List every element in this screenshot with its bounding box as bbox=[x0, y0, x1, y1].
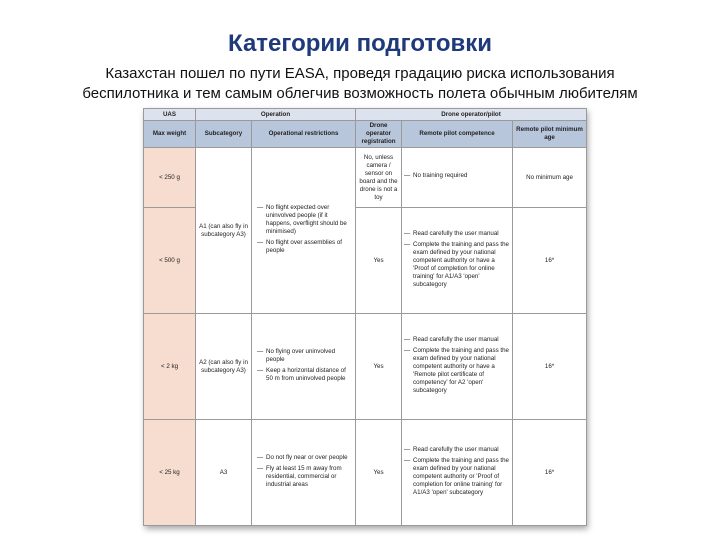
page-title: Категории подготовки bbox=[228, 30, 492, 57]
header-operation: Operation bbox=[196, 109, 356, 121]
header-uas: UAS bbox=[144, 109, 196, 121]
header-drone-operator-pilot: Drone operator/pilot bbox=[356, 109, 587, 121]
subtitle-line-2: беспилотника и тем самым облегчив возможность полета обычным любителям bbox=[82, 85, 638, 102]
registration-cell: Yes bbox=[356, 420, 402, 526]
header-max-weight: Max weight bbox=[144, 121, 196, 148]
age-cell: 16* bbox=[513, 420, 587, 526]
categories-table-container bbox=[143, 108, 586, 526]
competence-cell bbox=[402, 148, 513, 208]
page-subtitle bbox=[0, 64, 720, 104]
age-cell: 16* bbox=[513, 314, 587, 420]
weight-cell: < 250 g bbox=[144, 148, 196, 208]
competence-cell bbox=[402, 314, 513, 420]
age-cell: No minimum age bbox=[513, 148, 587, 208]
restrictions-cell bbox=[252, 420, 356, 526]
restrictions-cell bbox=[252, 148, 356, 314]
competence-item: — Read carefully the user manual bbox=[413, 336, 510, 344]
competence-item: — Complete the training and pass the exam defined by your national competent authority or have a 'Remote pilot certificate of competency' for A2 'open' subcategory bbox=[413, 347, 510, 395]
competence-item: — Complete the training and pass the exam defined by your national competent authority or 'Proof of completion for online training' for A1/A3 'open' subcategory bbox=[413, 457, 510, 497]
categories-table bbox=[143, 108, 587, 526]
subcategory-cell: A1 (can also fly in subcategory A3) bbox=[196, 148, 252, 314]
registration-cell: Yes bbox=[356, 314, 402, 420]
restrictions-cell bbox=[252, 314, 356, 420]
table-row bbox=[144, 148, 587, 208]
column-header-row bbox=[144, 121, 587, 148]
weight-cell: < 2 kg bbox=[144, 314, 196, 420]
restriction-item: — Do not fly near or over people bbox=[266, 454, 353, 462]
weight-cell: < 25 kg bbox=[144, 420, 196, 526]
subcategory-cell: A3 bbox=[196, 420, 252, 526]
restriction-item: — Fly at least 15 m away from residential, commercial or industrial areas bbox=[266, 465, 353, 489]
age-cell: 16* bbox=[513, 208, 587, 314]
registration-cell: No, unless camera / sensor on board and the drone is not a toy bbox=[356, 148, 402, 208]
registration-cell: Yes bbox=[356, 208, 402, 314]
subcategory-cell: A2 (can also fly in subcategory A3) bbox=[196, 314, 252, 420]
competence-item: — Complete the training and pass the exam defined by your national competent authority or have a 'Proof of completion for online training' for A1/A3 'open' subcategory bbox=[413, 241, 510, 289]
competence-cell bbox=[402, 208, 513, 314]
table-row bbox=[144, 420, 587, 526]
competence-item: — No training required bbox=[413, 172, 510, 180]
competence-item: — Read carefully the user manual bbox=[413, 446, 510, 454]
restriction-item: — No flying over uninvolved people bbox=[266, 348, 353, 364]
restriction-item: — Keep a horizontal distance of 50 m from uninvolved people bbox=[266, 367, 353, 383]
weight-cell: < 500 g bbox=[144, 208, 196, 314]
restriction-item: — No flight over assemblies of people bbox=[266, 239, 353, 255]
header-remote-pilot-minimum-age: Remote pilot minimum age bbox=[513, 121, 587, 148]
header-subcategory: Subcategory bbox=[196, 121, 252, 148]
header-drone-operator-registration: Drone operator registration bbox=[356, 121, 402, 148]
restriction-item: — No flight expected over uninvolved people (if it happens, overflight should be minimised) bbox=[266, 204, 353, 236]
competence-cell bbox=[402, 420, 513, 526]
header-remote-pilot-competence: Remote pilot competence bbox=[402, 121, 513, 148]
subtitle-line-1: Казахстан пошел по пути EASA, проведя градацию риска использования bbox=[105, 65, 615, 82]
competence-item: — Read carefully the user manual bbox=[413, 230, 510, 238]
header-operational-restrictions: Operational restrictions bbox=[252, 121, 356, 148]
group-header-row bbox=[144, 109, 587, 121]
table-row bbox=[144, 314, 587, 420]
